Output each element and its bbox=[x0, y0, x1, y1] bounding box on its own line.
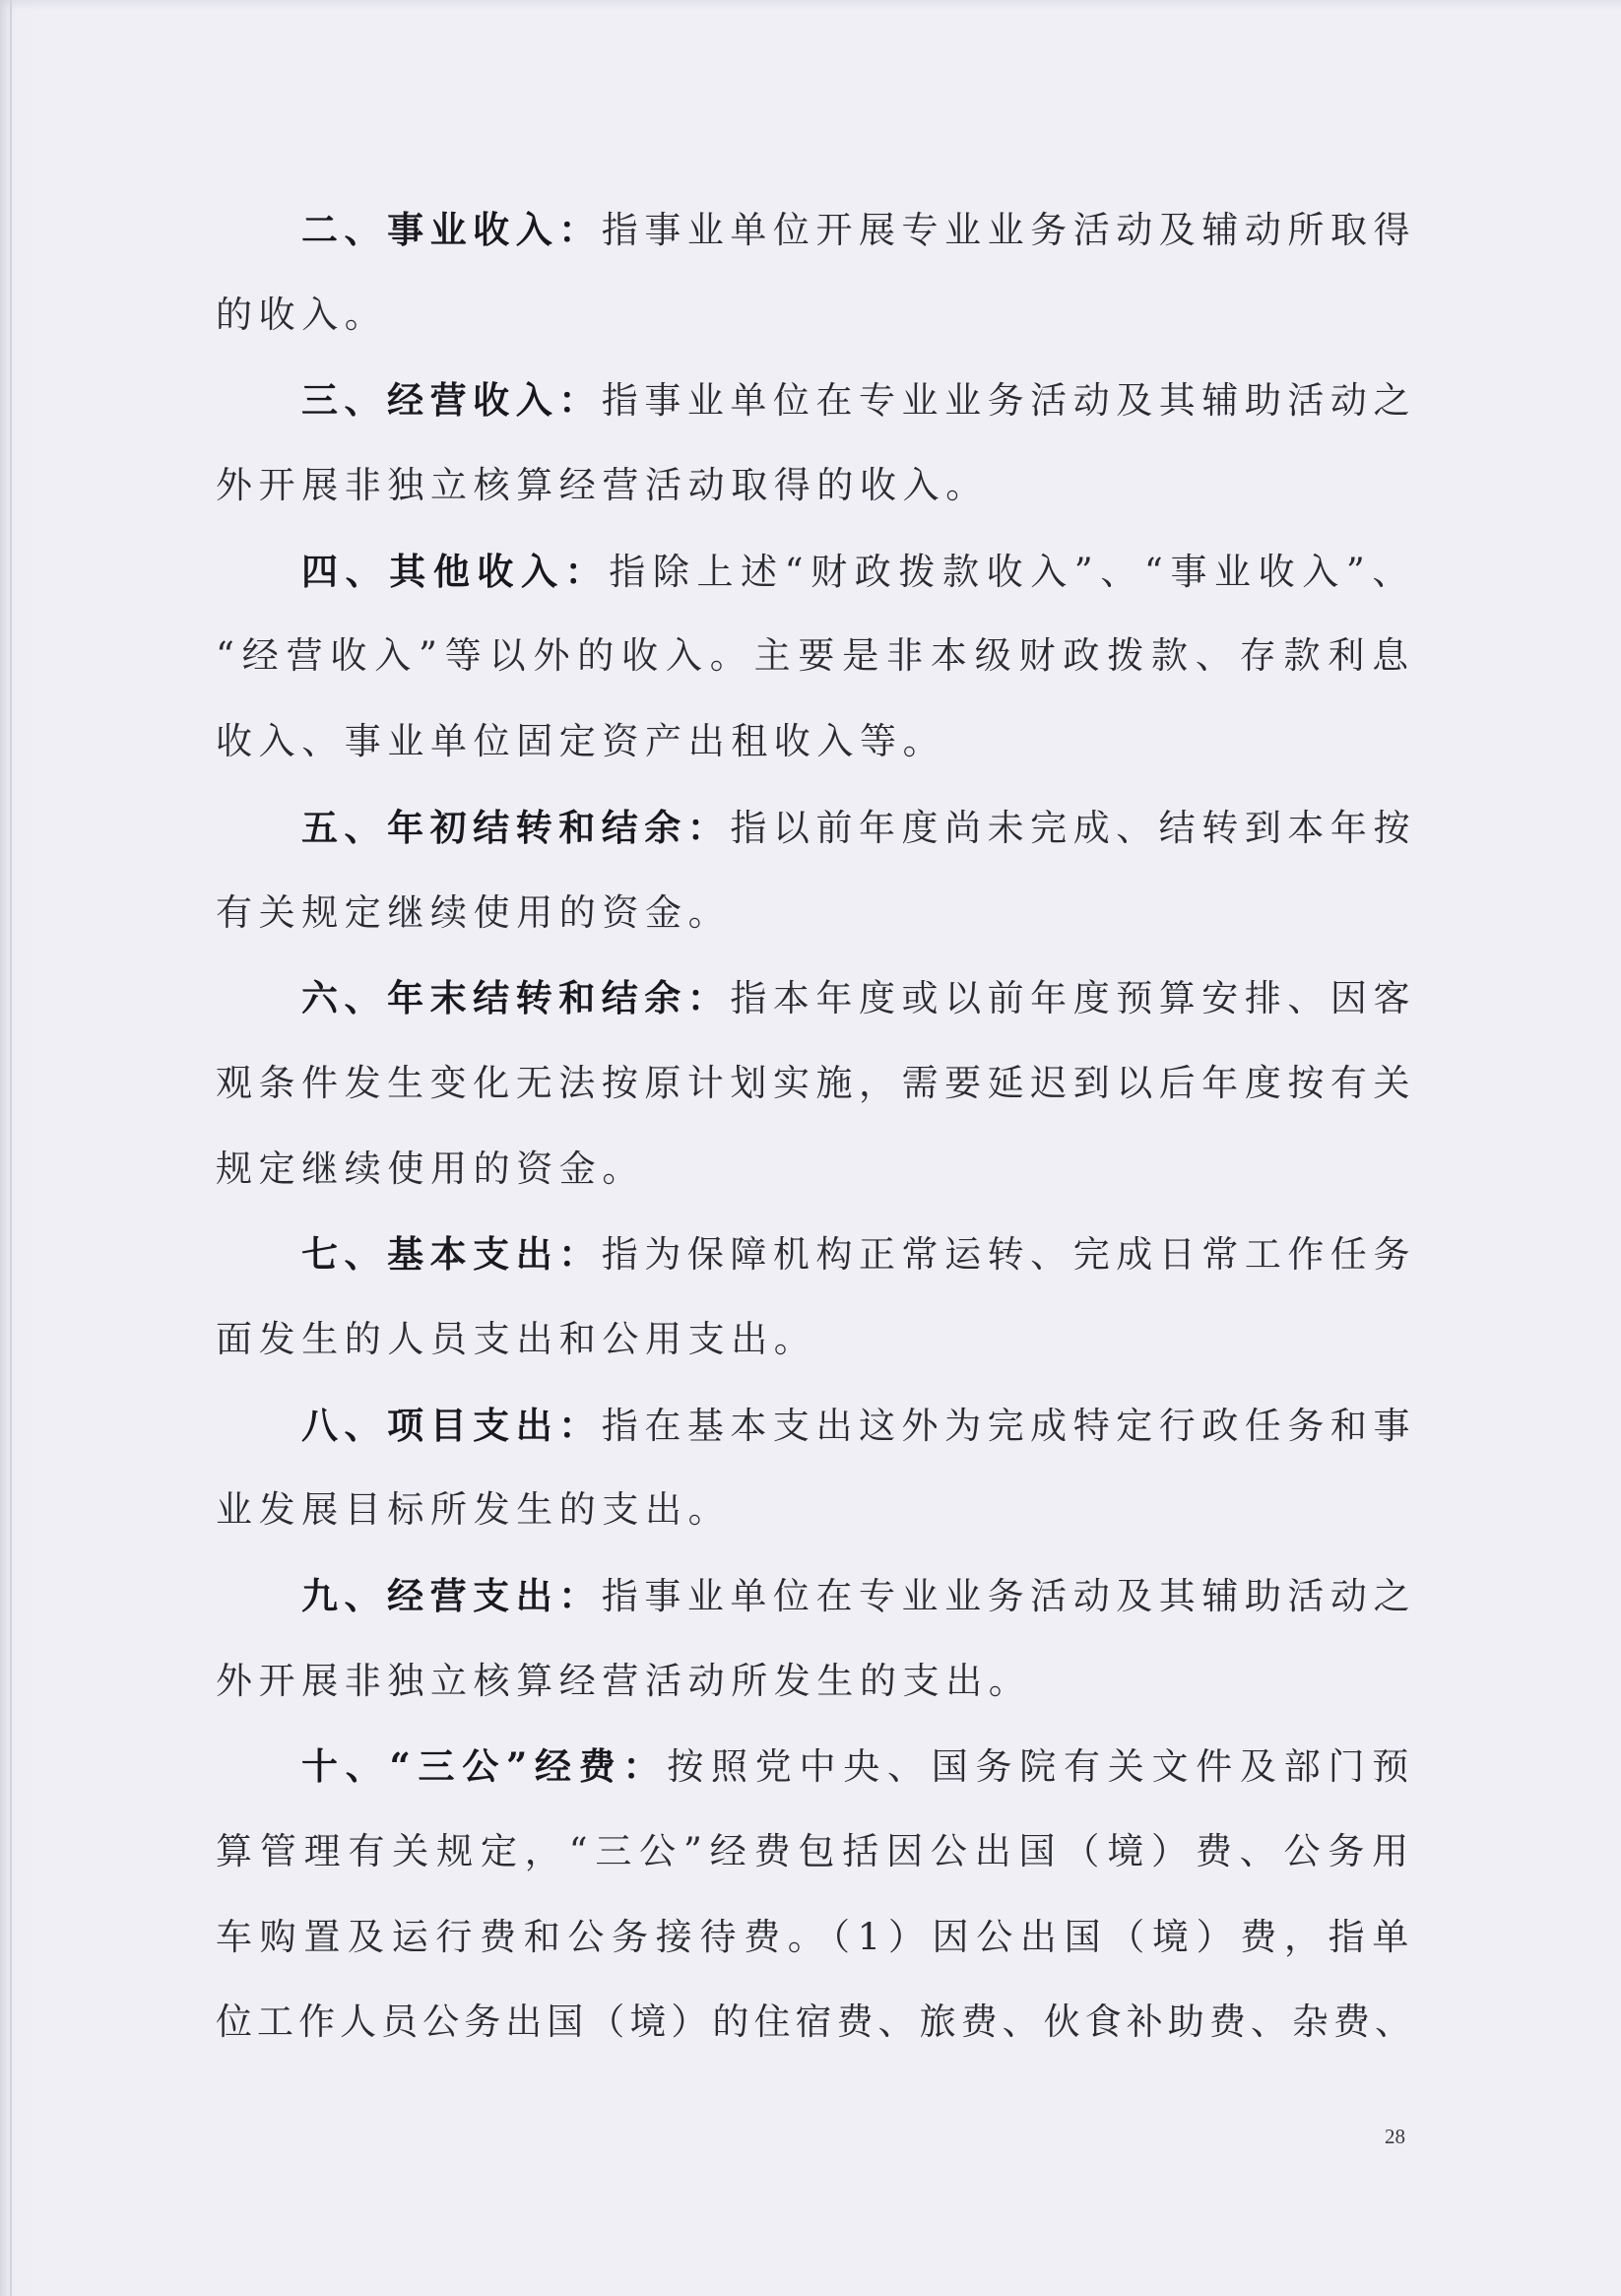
paragraph-heading: 三、经营收入： bbox=[301, 378, 602, 423]
paragraph-text: 指以前年度尚未完成、结转到本年按 bbox=[730, 806, 1416, 849]
text-line bbox=[216, 1383, 1416, 1469]
page-edge-shadow bbox=[10, 0, 12, 2296]
paragraph-closing-balance bbox=[216, 955, 1416, 1212]
text-line: “经营收入”等以外的收入。主要是非本级财政拨款、存款利息 bbox=[216, 634, 1416, 678]
paragraph-text: 指在基本支出这外为完成特定行政任务和事 bbox=[601, 1404, 1416, 1447]
text-line: 外开展非独立核算经营活动取得的收入。 bbox=[216, 464, 989, 507]
text-line: 面发生的人员支出和公用支出。 bbox=[216, 1317, 817, 1360]
paragraph-heading: 九、经营支出： bbox=[301, 1574, 602, 1617]
paragraph-business-income bbox=[216, 187, 1416, 358]
paragraph-text: 指事业单位在专业业务活动及其辅助活动之 bbox=[601, 1575, 1416, 1617]
paragraph-basic-expenditure bbox=[216, 1212, 1416, 1382]
paragraph-heading: 二、事业收入： bbox=[301, 208, 602, 251]
text-line: 收入、事业单位固定资产出租收入等。 bbox=[216, 720, 946, 763]
text-line bbox=[216, 529, 1416, 615]
paragraph-text: 指为保障机构正常运转、完成日常工作任务 bbox=[601, 1233, 1416, 1277]
document-body bbox=[216, 187, 1416, 2066]
text-line bbox=[216, 187, 1416, 273]
text-line bbox=[216, 1212, 1416, 1297]
paragraph-other-income bbox=[216, 529, 1416, 785]
paragraph-heading: 八、项目支出： bbox=[301, 1403, 602, 1447]
paragraph-project-expenditure bbox=[216, 1383, 1416, 1553]
text-line: 外开展非独立核算经营活动所发生的支出。 bbox=[216, 1659, 1032, 1702]
paragraph-text: 按照党中央、国务院有关文件及部门预 bbox=[667, 1745, 1416, 1789]
paragraph-heading: 四、其他收入： bbox=[301, 549, 610, 593]
page-number: 28 bbox=[1385, 2125, 1405, 2148]
text-line bbox=[216, 955, 1416, 1041]
text-line bbox=[216, 785, 1416, 871]
text-line: 规定继续使用的资金。 bbox=[216, 1147, 645, 1190]
paragraph-text: 指事业单位在专业业务活动及其辅助活动之 bbox=[601, 379, 1416, 423]
paragraph-three-public-expenses bbox=[216, 1724, 1416, 2066]
text-line: 算管理有关规定，“三公”经费包括因公出国（境）费、公务用 bbox=[216, 1830, 1416, 1873]
paragraph-opening-balance bbox=[216, 785, 1416, 955]
paragraph-text: 指除上述“财政拨款收入”、“事业收入”、 bbox=[609, 550, 1416, 593]
text-line: 位工作人员公务出国（境）的住宿费、旅费、伙食补助费、杂费、 bbox=[216, 2001, 1416, 2044]
text-line bbox=[216, 1553, 1416, 1639]
paragraph-heading: 七、基本支出： bbox=[301, 1232, 602, 1277]
paragraph-text: 指事业单位开展专业业务活动及辅动所取得 bbox=[601, 209, 1416, 251]
paragraph-text: 指本年度或以前年度预算安排、因客 bbox=[730, 977, 1416, 1020]
text-line bbox=[216, 358, 1416, 443]
paragraph-heading: 五、年初结转和结余： bbox=[301, 805, 731, 849]
text-line: 的收入。 bbox=[216, 293, 388, 336]
text-line bbox=[216, 1724, 1416, 1809]
text-line: 业发展目标所发生的支出。 bbox=[216, 1488, 732, 1532]
paragraph-heading: 十、“三公”经费： bbox=[301, 1744, 668, 1789]
text-line: 有关规定继续使用的资金。 bbox=[216, 890, 732, 934]
paragraph-heading: 六、年末结转和结余： bbox=[301, 976, 731, 1020]
paragraph-operating-income bbox=[216, 358, 1416, 528]
text-line: 观条件发生变化无法按原计划实施，需要延迟到以后年度按有关 bbox=[216, 1061, 1416, 1104]
text-line: 车购置及运行费和公务接待费。（1）因公出国（境）费，指单 bbox=[216, 1915, 1416, 1958]
paragraph-operating-expenditure bbox=[216, 1553, 1416, 1724]
